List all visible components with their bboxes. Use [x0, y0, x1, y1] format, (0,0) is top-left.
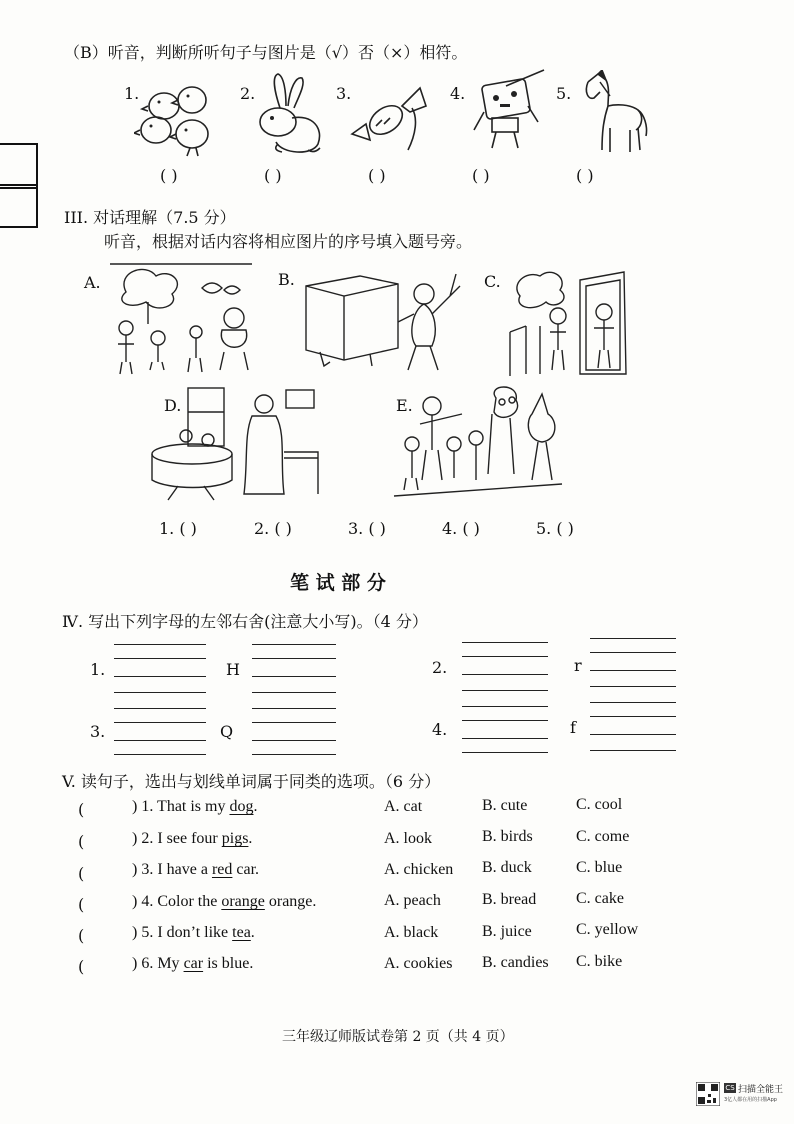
scanner-sub: 3亿人都在用的扫描App	[724, 1097, 777, 1103]
option-a[interactable]: A. peach	[384, 892, 441, 909]
scanner-watermark	[696, 1080, 786, 1110]
horse-icon	[580, 70, 650, 158]
part4-letter-f: f	[570, 718, 576, 737]
partB-num-2: 2.	[240, 84, 256, 103]
partB-answer-3[interactable]: ( )	[368, 166, 386, 185]
answer-open-paren[interactable]: (	[78, 895, 85, 914]
picture-label-D: D.	[164, 396, 182, 415]
answer-open-paren[interactable]: (	[78, 957, 85, 976]
option-b[interactable]: B. bread	[482, 891, 537, 908]
part4-letter-Q: Q	[220, 722, 234, 741]
answer-open-paren[interactable]: (	[78, 800, 85, 819]
part5-title: V. 读句子，选出与划线单词属于同类的选项。（6 分）	[62, 772, 441, 791]
qr-code-icon	[696, 1082, 720, 1106]
option-c[interactable]: C. cool	[576, 796, 623, 813]
option-b[interactable]: B. duck	[482, 859, 532, 876]
part3-answer-1[interactable]: 1. ( )	[159, 519, 197, 538]
scanner-label: 扫描全能王	[738, 1085, 784, 1095]
option-a[interactable]: A. cat	[384, 798, 423, 815]
underlined-word: orange	[221, 893, 265, 910]
option-c[interactable]: C. yellow	[576, 921, 639, 938]
scanner-badge: CS	[725, 1084, 735, 1092]
part3-answer-5[interactable]: 5. ( )	[536, 519, 574, 538]
partB-num-3: 3.	[336, 84, 352, 103]
answer-open-paren[interactable]: (	[78, 832, 85, 851]
part4-letter-r: r	[574, 656, 582, 675]
option-a[interactable]: A. look	[384, 830, 432, 847]
option-c[interactable]: C. cake	[576, 890, 624, 907]
question-6: ) 6. My car is blue.	[132, 955, 254, 972]
option-a[interactable]: A. chicken	[384, 861, 454, 878]
picture-moving-box	[300, 266, 462, 378]
part4-num-2: 2.	[432, 658, 448, 677]
part3-instruction: 听音，根据对话内容将相应图片的序号填入题号旁。	[104, 232, 473, 251]
picture-door	[506, 266, 636, 378]
binding-mark	[0, 184, 38, 228]
binding-mark	[0, 143, 38, 189]
question-2: ) 2. I see four pigs.	[132, 830, 253, 847]
part3-title: III. 对话理解（7.5 分）	[64, 208, 236, 227]
partB-answer-4[interactable]: ( )	[472, 166, 490, 185]
picture-label-A: A.	[84, 273, 101, 292]
robot-icon	[466, 66, 550, 156]
underlined-word: pigs	[221, 830, 249, 847]
part3-answer-3[interactable]: 3. ( )	[348, 519, 386, 538]
option-b[interactable]: B. candies	[482, 954, 549, 971]
part4-title: Ⅳ. 写出下列字母的左邻右舍(注意大小写)。（4 分）	[62, 612, 428, 631]
partB-num-1: 1.	[124, 84, 140, 103]
picture-label-B: B.	[278, 270, 295, 289]
answer-open-paren[interactable]: (	[78, 864, 85, 883]
written-section-heading: 笔 试 部 分	[290, 572, 386, 594]
option-b[interactable]: B. cute	[482, 797, 528, 814]
question-5: ) 5. I don’t like tea.	[132, 924, 255, 941]
rabbit-icon	[248, 70, 328, 160]
part3-answer-2[interactable]: 2. ( )	[254, 519, 292, 538]
option-a[interactable]: A. black	[384, 924, 439, 941]
partB-answer-2[interactable]: ( )	[264, 166, 282, 185]
option-b[interactable]: B. juice	[482, 923, 532, 940]
part4-num-3: 3.	[90, 722, 106, 741]
page-footer: 三年级辽师版试卷第 2 页（共 4 页）	[282, 1029, 514, 1045]
option-c[interactable]: C. blue	[576, 859, 623, 876]
option-a[interactable]: A. cookies	[384, 955, 453, 972]
picture-label-C: C.	[484, 272, 501, 291]
picture-park-family	[106, 262, 256, 380]
partB-num-4: 4.	[450, 84, 466, 103]
question-1: ) 1. That is my dog.	[132, 798, 258, 815]
partB-answer-5[interactable]: ( )	[576, 166, 594, 185]
part4-num-4: 4.	[432, 720, 448, 739]
partB-num-5: 5.	[556, 84, 572, 103]
picture-label-E: E.	[396, 396, 413, 415]
picture-parade	[392, 384, 564, 500]
underlined-word: tea	[232, 924, 251, 941]
picture-kitchen	[148, 382, 320, 502]
underlined-word: red	[211, 861, 233, 878]
part4-num-1: 1.	[90, 660, 106, 679]
option-b[interactable]: B. birds	[482, 828, 533, 845]
candy-icon	[348, 78, 438, 158]
answer-open-paren[interactable]: (	[78, 926, 85, 945]
chicks-icon	[134, 78, 224, 160]
question-4: ) 4. Color the orange orange.	[132, 893, 317, 910]
option-c[interactable]: C. come	[576, 828, 630, 845]
underlined-word: car	[183, 955, 204, 972]
partB-answer-1[interactable]: ( )	[160, 166, 178, 185]
underlined-word: dog	[229, 798, 254, 815]
part3-answer-4[interactable]: 4. ( )	[442, 519, 480, 538]
partB-title: （B）听音，判断所听句子与图片是（√）否（×）相符。	[64, 43, 468, 62]
question-3: ) 3. I have a red car.	[132, 861, 260, 878]
option-c[interactable]: C. bike	[576, 953, 623, 970]
part4-letter-H: H	[226, 660, 240, 679]
